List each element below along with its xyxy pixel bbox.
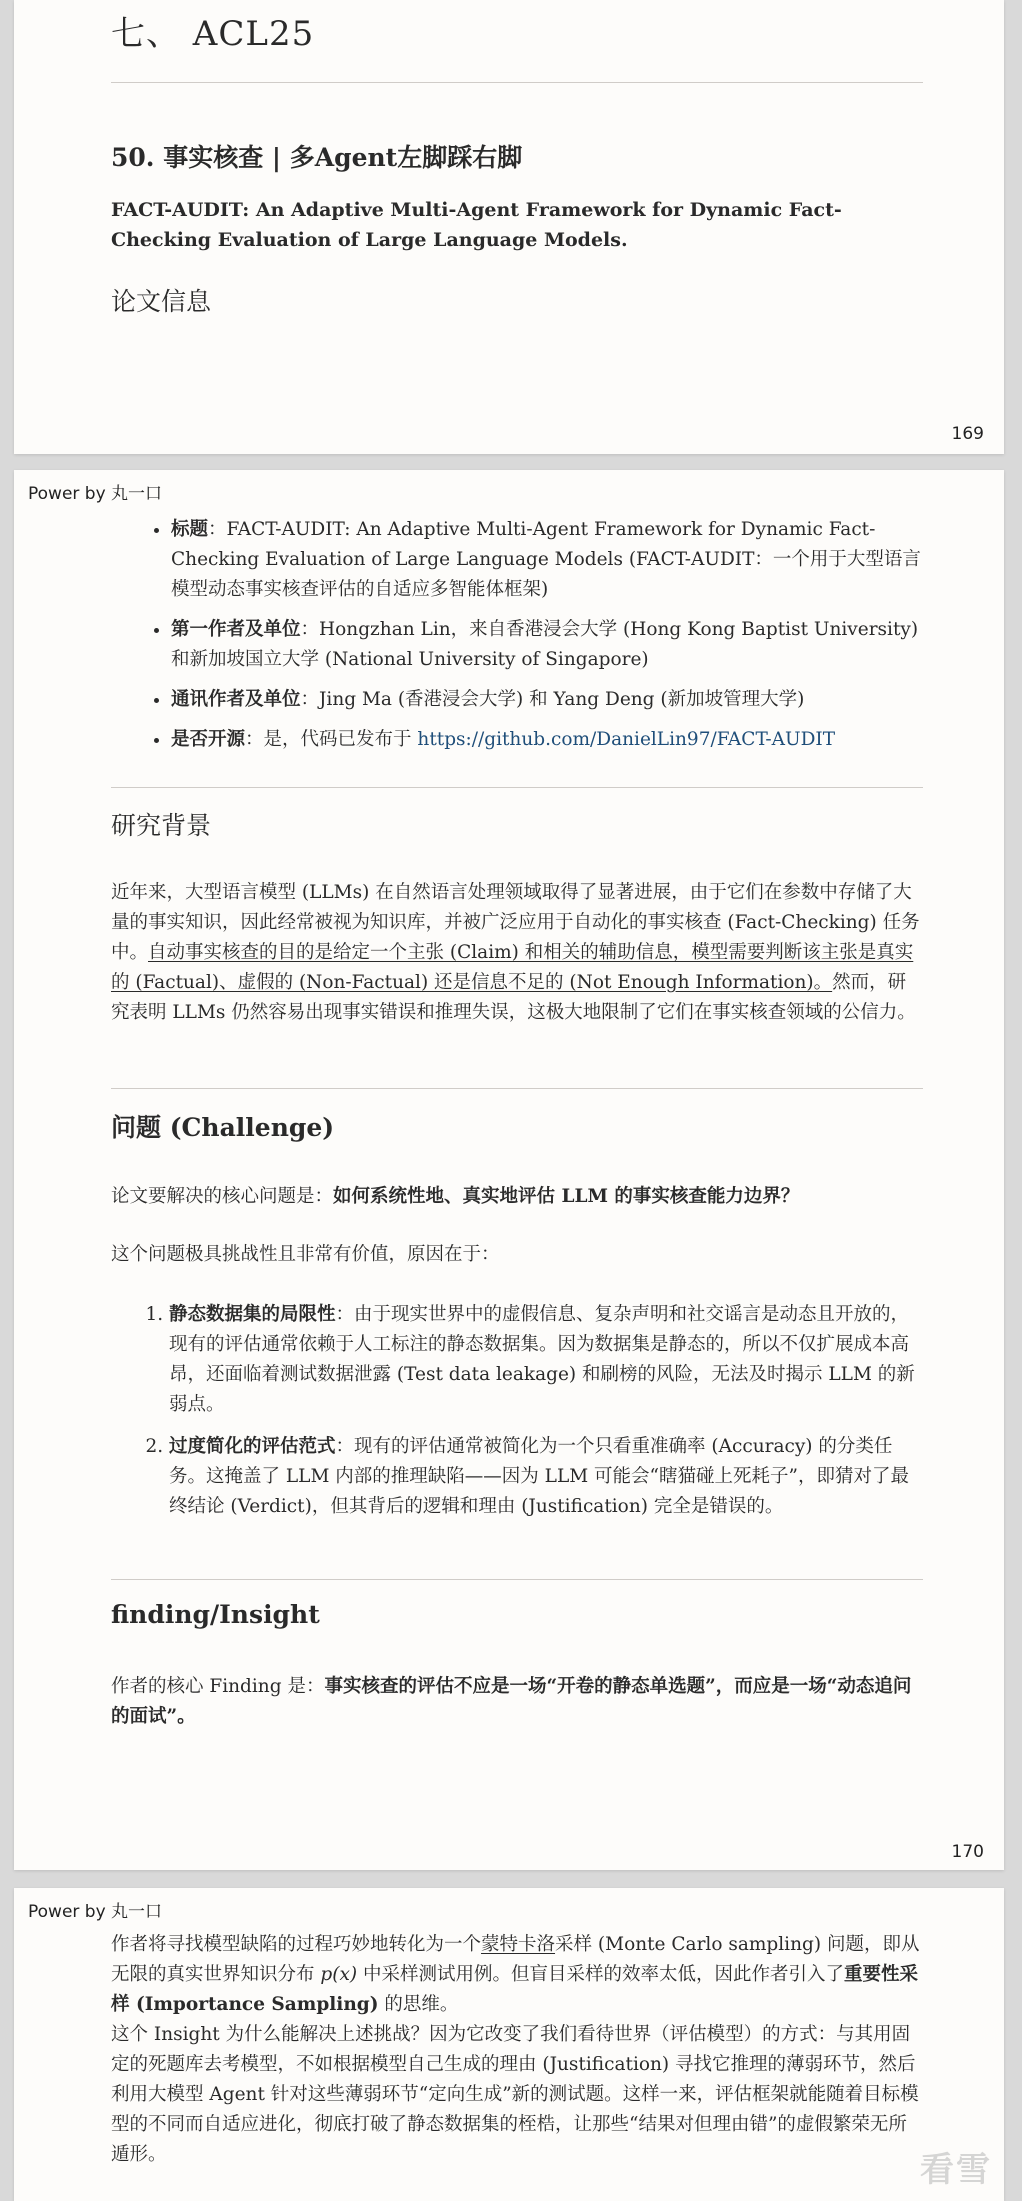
page-170	[14, 470, 1004, 1870]
divider	[111, 1579, 923, 1580]
math-px: p(x)	[320, 1964, 358, 1985]
divider	[111, 787, 923, 788]
problem-list	[111, 1300, 923, 1522]
divider	[111, 82, 923, 83]
challenge-heading: 问题 (Challenge)	[111, 1113, 335, 1142]
watermark-logo: 看雪	[920, 2150, 992, 2190]
background-underlined: 自动事实核查的目的是给定一个主张 (Claim) 和相关的辅助信息，模型需要判断该主张是真实的 (Factual)、虚假的 (Non-Factual) 还是信息不足的 (Not Enough Information)。	[111, 942, 914, 993]
problem-item: 1. 静态数据集的局限性：由于现实世界中的虚假信息、复杂声明和社交谣言是动态且开放的，现有的评估通常依赖于人工标注的静态数据集。因为数据集是静态的，所以不仅扩展成本高昂，还面临着测试数据泄露 (Test data leakage) 和刷榜的风险，无法及时揭示 LLM 的新弱点。	[169, 1300, 923, 1420]
meta-item-open-source: • 是否开源：是，代码已发布于 https://github.com/DanielLin97/FACT-AUDIT	[171, 725, 923, 755]
background-heading: 研究背景	[111, 811, 212, 840]
power-by-label: Power by 丸一口	[28, 1902, 163, 1922]
paper-meta-list	[111, 515, 923, 755]
insight-paragraph: 作者的核心 Finding 是：事实核查的评估不应是一场“开卷的静态单选题”，而应是一场“动态追问的面试”。	[111, 1676, 912, 1727]
problem-item: 2. 过度简化的评估范式：现有的评估通常被简化为一个只看重准确率 (Accuracy) 的分类任务。这掩盖了 LLM 内部的推理缺陷——因为 LLM 可能会“瞎猫碰上死耗子”，即猜对了最终结论 (Verdict)，但其背后的逻辑和理由 (Justification) 完全是错误的。	[169, 1432, 923, 1522]
section-title: 50. 事实核查 | 多Agent左脚踩右脚	[111, 143, 523, 172]
page-number: 169	[951, 424, 984, 444]
divider	[111, 1088, 923, 1089]
chapter-title: 七、 ACL25	[111, 14, 315, 54]
meta-item-title: • 标题：FACT-AUDIT: An Adaptive Multi-Agent Framework for Dynamic Fact-Checking Evaluation of Large Language Models (FACT-AUDIT：一个用于大型语言模型动态事实核查评估的自适应多智能体框架)	[171, 515, 923, 605]
page-number: 170	[951, 1842, 984, 1862]
insight-explanation: 这个 Insight 为什么能解决上述挑战？因为它改变了我们看待世界（评估模型）的方式：与其用固定的死题库去考模型，不如根据模型自己生成的理由 (Justification) 寻找它推理的薄弱环节，然后利用大模型 Agent 针对这些薄弱环节“定向生成”新的测试题。这样一来，评估框架就能随着目标模型的不同而自适应进化，彻底打破了静态数据集的桎梏，让那些“结果对但理由错”的虚假繁荣无所遁形。	[111, 2024, 919, 2165]
insight-heading: finding/Insight	[111, 1600, 320, 1629]
method-paragraph: 作者将寻找模型缺陷的过程巧妙地转化为一个蒙特卡洛采样 (Monte Carlo sampling) 问题，即从无限的真实世界知识分布 p(x) 中采样测试用例。但盲目采样的效率太低，因此作者引入了重要性采样 (Importance Sampling) 的思维。	[111, 1934, 920, 2015]
github-link[interactable]: https://github.com/DanielLin97/FACT-AUDIT	[417, 729, 836, 750]
meta-item-corresponding-author: • 通讯作者及单位：Jing Ma (香港浸会大学) 和 Yang Deng (新加坡管理大学)	[171, 685, 923, 715]
page-171	[14, 1888, 1004, 2201]
challenge-reason: 这个问题极具挑战性且非常有价值，原因在于：	[111, 1244, 500, 1265]
challenge-intro: 论文要解决的核心问题是：如何系统性地、真实地评估 LLM 的事实核查能力边界？	[111, 1186, 800, 1207]
paper-info-heading: 论文信息	[111, 287, 212, 316]
paper-title: FACT-AUDIT: An Adaptive Multi-Agent Framework for Dynamic Fact-Checking Evaluation of Large Language Models.	[111, 199, 842, 251]
page-169	[14, 0, 1004, 454]
meta-item-first-author: • 第一作者及单位：Hongzhan Lin，来自香港浸会大学 (Hong Kong Baptist University) 和新加坡国立大学 (National University of Singapore)	[171, 615, 923, 675]
background-paragraph: 近年来，大型语言模型 (LLMs) 在自然语言处理领域取得了显著进展，由于它们在参数中存储了大量的事实知识，因此经常被视为知识库，并被广泛应用于自动化的事实核查 (Fact-Checking) 任务中。自动事实核查的目的是给定一个主张 (Claim) 和相关的辅助信息，模型需要判断该主张是真实的 (Factual)、虚假的 (Non-Factual) 还是信息不足的 (Not Enough Information)。然而，研究表明 LLMs 仍然容易出现事实错误和推理失误，这极大地限制了它们在事实核查领域的公信力。	[111, 882, 920, 1023]
power-by-label: Power by 丸一口	[28, 484, 163, 504]
